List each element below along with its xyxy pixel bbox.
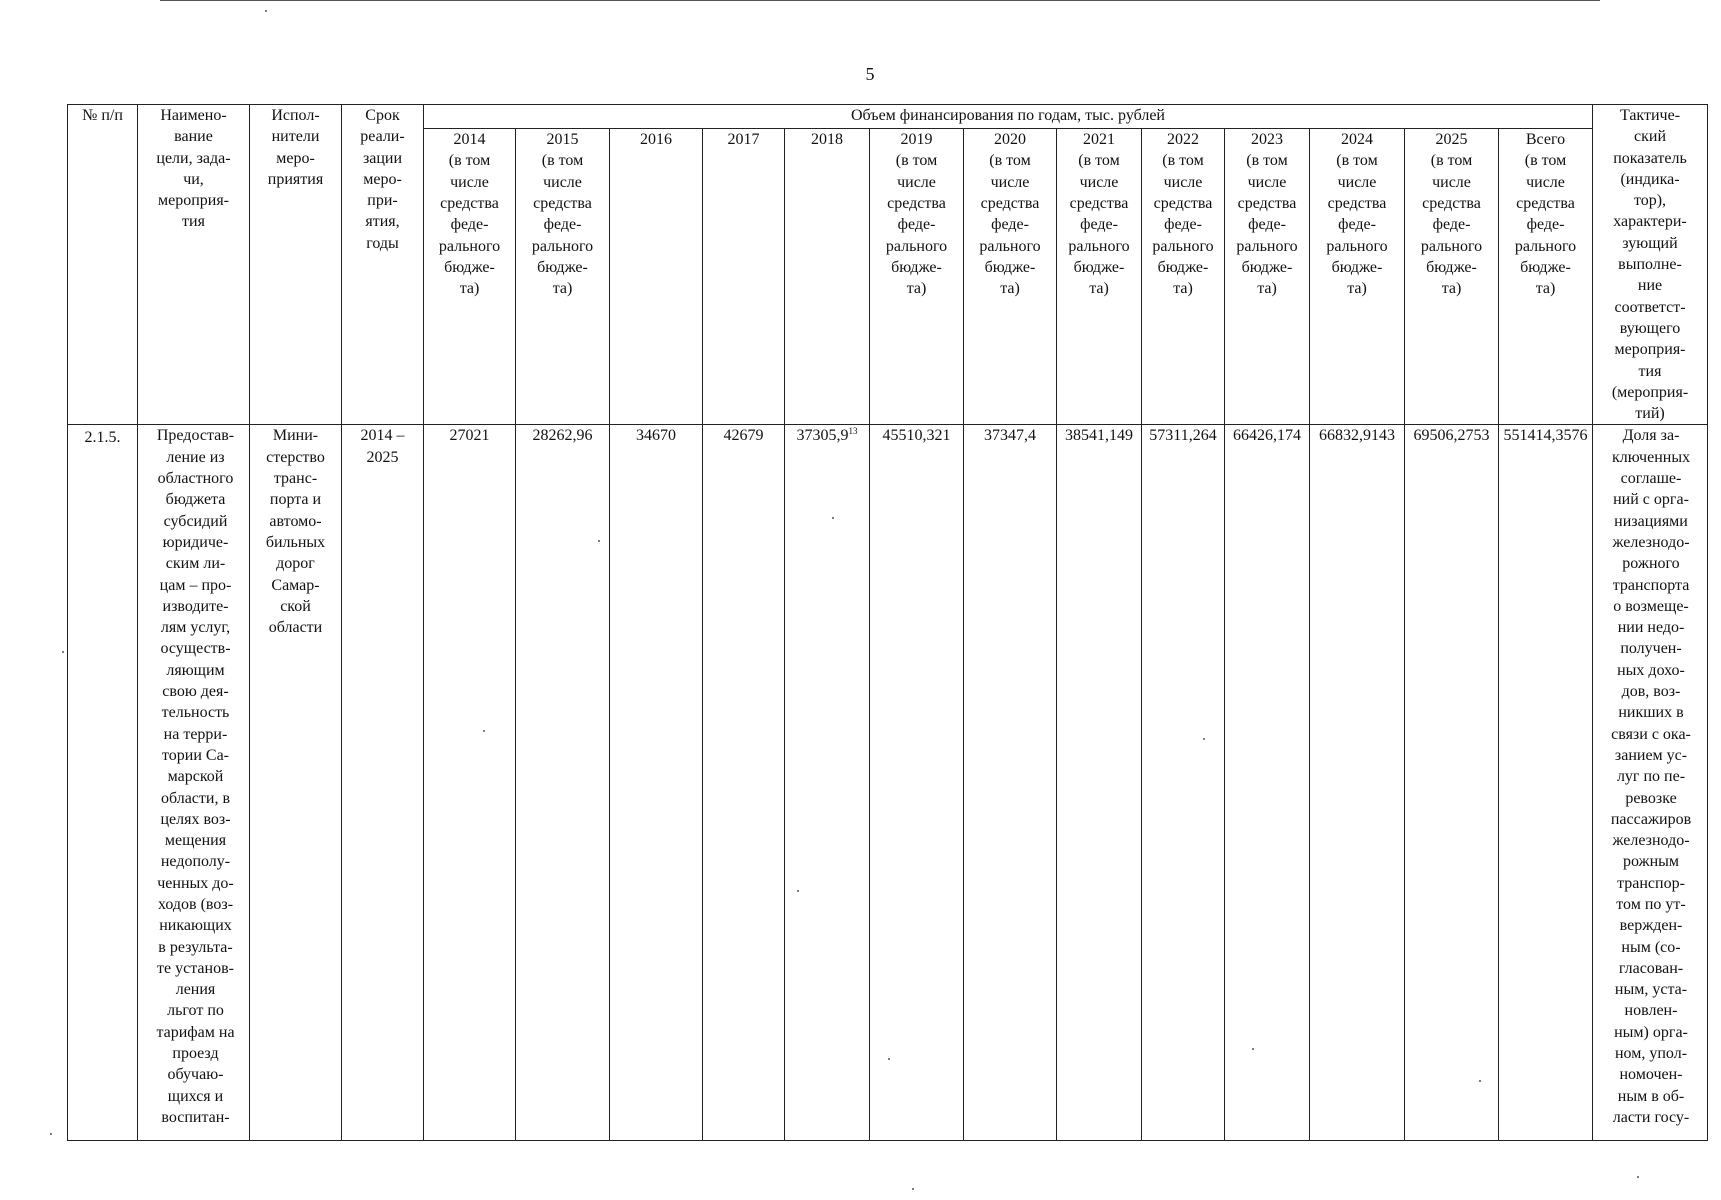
header-col-executor: Испол- нители меро- приятия — [250, 105, 342, 425]
scan-speck — [50, 1133, 52, 1135]
financing-table — [67, 104, 1708, 1141]
row-value-2017: 42679 — [703, 425, 785, 1141]
header-year-cell: 2023 (в том числе средства феде- рального бюдже- та) — [1225, 129, 1310, 425]
scan-speck — [1203, 738, 1205, 740]
scan-speck — [1637, 1176, 1639, 1178]
row-value-2023: 66426,174 — [1225, 425, 1310, 1141]
row-term: 2014 – 2025 — [342, 425, 424, 1141]
page-number: 5 — [865, 64, 875, 84]
scan-speck — [62, 651, 64, 653]
row-indicator: Доля за- ключенных соглаше- ний с орга- низациями железнодо- рожного транспорта о возмеще- нии недо- получен- ных дохо- дов, воз- никших в связи с ока- занием ус- луг по пе- ревозке пассажиров железнодо- рожным транспор- том по ут- вержден- ным (со- гласован- ным, уста- новлен- ным) орга- ном, упол- номочен- ным в об- ласти госу- — [1593, 425, 1708, 1141]
row-value-2021: 38541,149 — [1057, 425, 1142, 1141]
header-year-cell: 2024 (в том числе средства феде- рального бюдже- та) — [1310, 129, 1405, 425]
row-value-2020: 37347,4 — [964, 425, 1057, 1141]
scan-speck — [912, 1188, 914, 1190]
row-value-2018: 37305,9$^{13}$ — [785, 425, 870, 1141]
header-year-cell: 2014 (в том числе средства феде- рального бюдже- та) — [424, 129, 516, 425]
row-value-2019: 45510,321 — [870, 425, 964, 1141]
header-year-cell: 2019 (в том числе средства феде- рального бюдже- та) — [870, 129, 964, 425]
row-measure-name: Предостав- ление из областного бюджета субсидий юридиче- ским ли- цам – про- изводите- лям услуг, осуществ- ляющим свою дея- тельность на терри- тории Са- марской области, в целях воз- мещения недополу- ченных до- ходов (воз- никающих в результа- те установ- ления льгот по тарифам на проезд обучаю- щихся и воспитан- — [138, 425, 250, 1141]
scan-speck — [832, 517, 834, 519]
header-year-cell: 2015 (в том числе средства феде- рального бюдже- та) — [516, 129, 610, 425]
scan-speck — [598, 540, 600, 542]
header-year-cell: 2016 — [610, 129, 703, 425]
row-value-2024: 66832,9143 — [1310, 425, 1405, 1141]
header-year-cell: 2021 (в том числе средства феде- рального бюдже- та) — [1057, 129, 1142, 425]
scan-top-edge-line — [160, 0, 1600, 1]
scan-speck — [1479, 1080, 1481, 1082]
scan-speck — [1252, 1048, 1254, 1050]
header-total-cell: Всего (в том числе средства феде- рального бюдже- та) — [1499, 129, 1593, 425]
header-financing-group: Объем финансирования по годам, тыс. рублей — [424, 105, 1593, 129]
scan-speck — [483, 730, 485, 732]
table-row — [68, 425, 1708, 1141]
row-number: 2.1.5. — [68, 425, 138, 1141]
header-col-indicator: Тактиче- ский показатель (индика- тор), характери- зующий выполне- ние соответст- вующего мероприя- тия (мероприя- тий) — [1593, 105, 1708, 425]
header-col-name: Наимено- вание цели, зада- чи, мероприя- тия — [138, 105, 250, 425]
row-value-2015: 28262,96 — [516, 425, 610, 1141]
scan-speck — [265, 10, 267, 12]
header-row-1 — [68, 105, 1708, 129]
row-value-2016: 34670 — [610, 425, 703, 1141]
scan-speck — [797, 890, 799, 892]
header-year-cell: 2025 (в том числе средства феде- рального бюдже- та) — [1405, 129, 1499, 425]
row-value-2014: 27021 — [424, 425, 516, 1141]
row-executor: Мини- стерство транс- порта и автомо- бильных дорог Самар- ской области — [250, 425, 342, 1141]
header-col-term: Срок реали- зации меро- при- ятия, годы — [342, 105, 424, 425]
scan-speck — [888, 1058, 890, 1060]
row-value-2025: 69506,2753 — [1405, 425, 1499, 1141]
row-value-total: 551414,3576 — [1499, 425, 1593, 1141]
footnote-marker: 13 — [848, 426, 858, 437]
header-col-no: № п/п — [68, 105, 138, 425]
header-year-cell: 2022 (в том числе средства феде- рального бюдже- та) — [1142, 129, 1225, 425]
header-year-cell: 2017 — [703, 129, 785, 425]
header-year-cell: 2020 (в том числе средства феде- рального бюдже- та) — [964, 129, 1057, 425]
header-year-cell: 2018 — [785, 129, 870, 425]
row-value-2022: 57311,264 — [1142, 425, 1225, 1141]
